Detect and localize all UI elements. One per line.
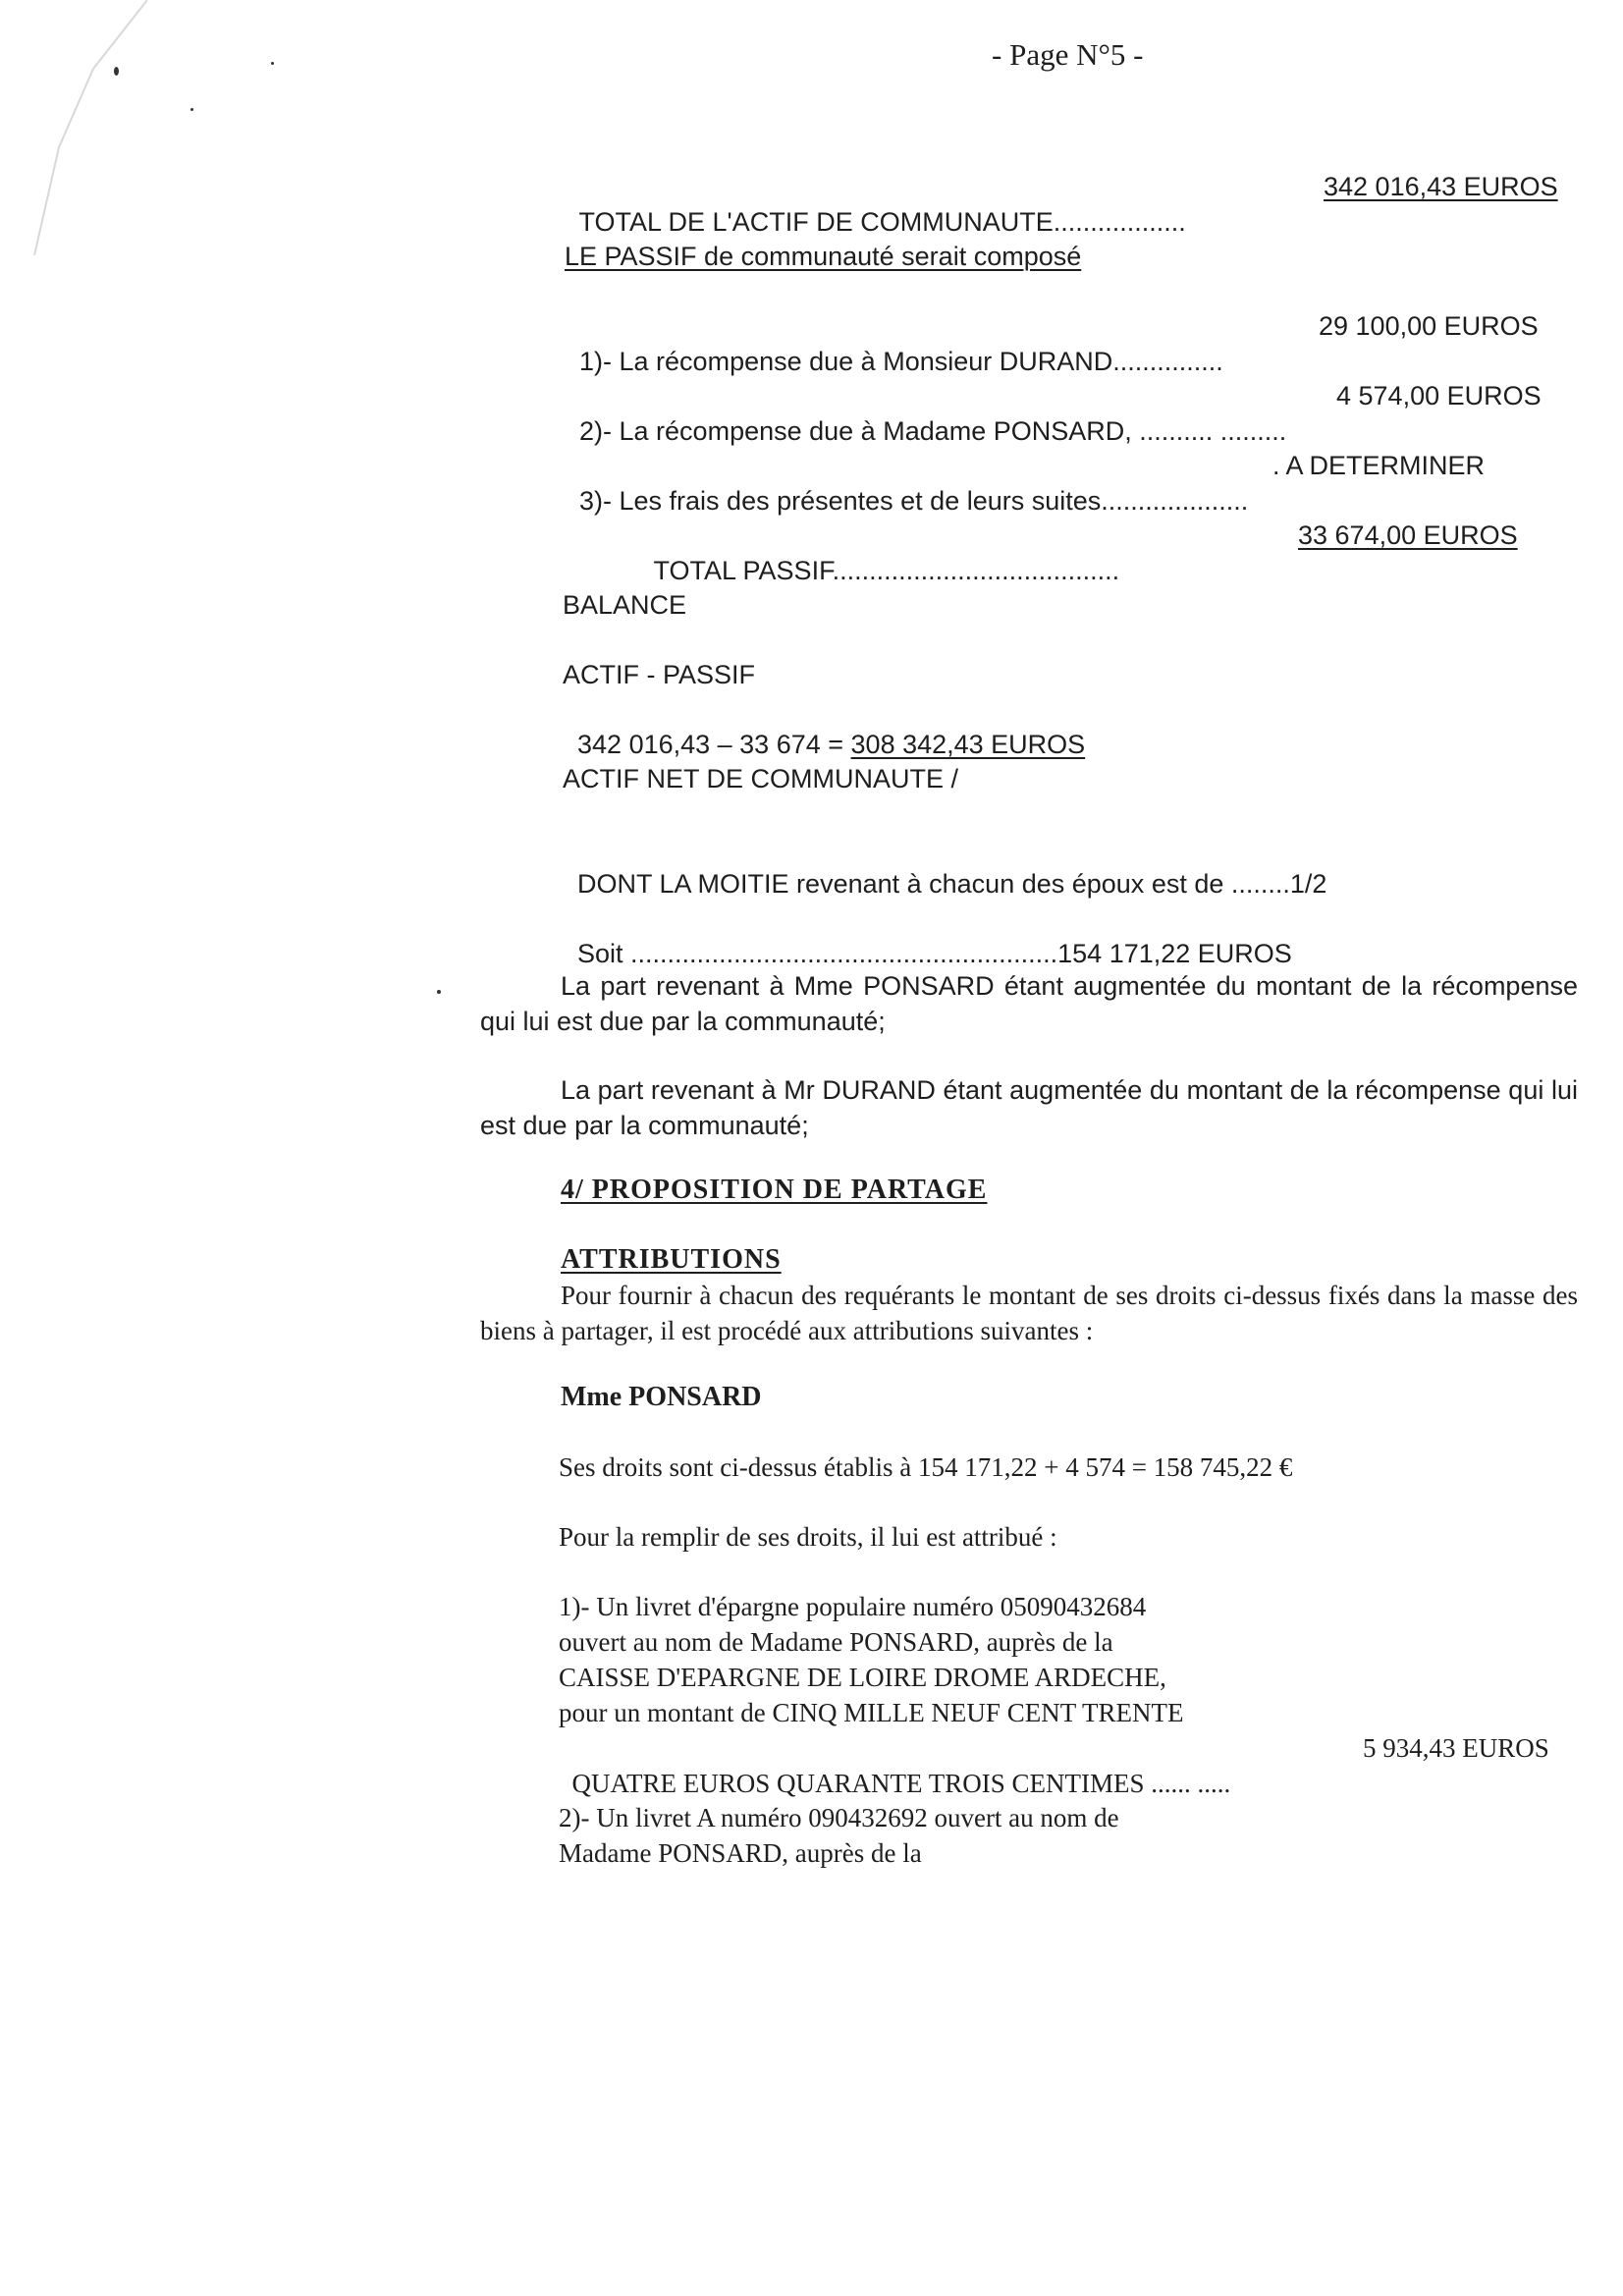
attribution-item-2-line: 2)- Un livret A numéro 090432692 ouvert au nom de <box>559 1803 1119 1832</box>
passif-item-2-value: 4 574,00 EUROS <box>1336 381 1542 410</box>
attribution-item-1-line: 1)- Un livret d'épargne populaire numéro 05090432684 <box>559 1592 1147 1621</box>
leader-dots: .................... <box>1101 486 1249 516</box>
passif-item-label: 1)- La récompense due à Monsieur DURAND <box>579 347 1113 376</box>
scan-speck <box>271 62 274 65</box>
balance-formula-label: ACTIF - PASSIF <box>563 660 756 689</box>
moitie-label: DONT LA MOITIE revenant à chacun des époux est de <box>577 869 1231 899</box>
scan-speck <box>437 990 441 994</box>
balance-heading: BALANCE <box>563 590 687 620</box>
soit-line <box>563 901 1292 971</box>
leader-dots: ....................................... <box>832 556 1120 585</box>
attribution-item-1-line: ouvert au nom de Madame PONSARD, auprès de la <box>559 1627 1113 1657</box>
total-actif-value: 342 016,43 EUROS <box>1324 172 1558 201</box>
beneficiary-name: Mme PONSARD <box>561 1382 762 1412</box>
passif-heading: LE PASSIF de communauté serait composé <box>565 242 1082 271</box>
actif-net-label: ACTIF NET DE COMMUNAUTE / <box>563 764 959 793</box>
attribution-item-1-text: QUATRE EUROS QUARANTE TROIS CENTIMES <box>571 1769 1145 1798</box>
paragraph-durand-part: La part revenant à Mr DURAND étant augmentée du montant de la récompense qui lui est due par la communauté; <box>480 1075 1578 1140</box>
moitie-value: 1/2 <box>1289 869 1327 899</box>
leader-dots: ........ <box>1230 869 1290 899</box>
soit-label: Soit <box>577 939 631 968</box>
balance-formula <box>563 691 1085 762</box>
scan-speck <box>190 108 193 111</box>
leader-dots: .......... ......... <box>1139 416 1287 446</box>
passif-item-label: 3)- Les frais des présentes et de leurs suites <box>579 486 1102 516</box>
attribution-item-1-line: pour un montant de CINQ MILLE NEUF CENT TRENTE <box>559 1698 1184 1727</box>
attribution-item-1-line: CAISSE D'EPARGNE DE LOIRE DROME ARDECHE, <box>559 1663 1166 1692</box>
passif-item-2 <box>565 378 1286 449</box>
droits-line: Ses droits sont ci-dessus établis à 154 171,22 + 4 574 = 158 745,22 € <box>559 1452 1293 1482</box>
total-passif-label <box>639 518 1119 588</box>
scan-speck <box>114 67 119 76</box>
passif-item-3-value: . A DETERMINER <box>1272 451 1486 480</box>
page-number: - Page N°5 - <box>992 37 1144 72</box>
total-passif-text: TOTAL PASSIF <box>653 556 833 585</box>
partage-heading: 4/ PROPOSITION DE PARTAGE <box>561 1175 988 1205</box>
attributions-heading: ATTRIBUTIONS <box>561 1244 782 1275</box>
passif-item-3 <box>565 448 1248 519</box>
total-passif-value: 33 674,00 EUROS <box>1298 520 1518 550</box>
balance-formula-text: 342 016,43 – 33 674 = <box>577 730 851 759</box>
attribution-item-1-value: 5 934,43 EUROS <box>1363 1733 1549 1763</box>
moitie-line <box>563 831 1326 902</box>
leader-dots: ............... <box>1112 347 1223 376</box>
total-actif-label <box>565 169 1186 240</box>
soit-value: 154 171,22 EUROS <box>1057 939 1292 968</box>
scan-fold-mark <box>0 0 147 255</box>
total-actif-text: TOTAL DE L'ACTIF DE COMMUNAUTE <box>578 207 1054 237</box>
leader-dots: .......................................................... <box>630 939 1058 968</box>
attribution-item-2-line: Madame PONSARD, auprès de la <box>559 1838 922 1868</box>
attribution-item-1-line <box>559 1730 1230 1801</box>
passif-item-label: 2)- La récompense due à Madame PONSARD, <box>579 416 1140 446</box>
passif-item-1 <box>565 308 1223 379</box>
attributions-text: Pour fournir à chacun des requérants le montant de ses droits ci-dessus fixés dans la masse des biens à partager, il est procédé aux attributions suivantes : <box>480 1281 1578 1345</box>
remplir-line: Pour la remplir de ses droits, il lui est attribué : <box>559 1522 1057 1552</box>
leader-dots: ...... ..... <box>1144 1769 1231 1798</box>
balance-formula-result: 308 342,43 EUROS <box>850 730 1086 759</box>
paragraph-ponsard-part: La part revenant à Mme PONSARD étant augmentée du montant de la récompense qui lui est due par la communauté; <box>480 971 1578 1036</box>
leader-dots: .................. <box>1053 207 1186 237</box>
passif-item-1-value: 29 100,00 EUROS <box>1319 311 1539 341</box>
